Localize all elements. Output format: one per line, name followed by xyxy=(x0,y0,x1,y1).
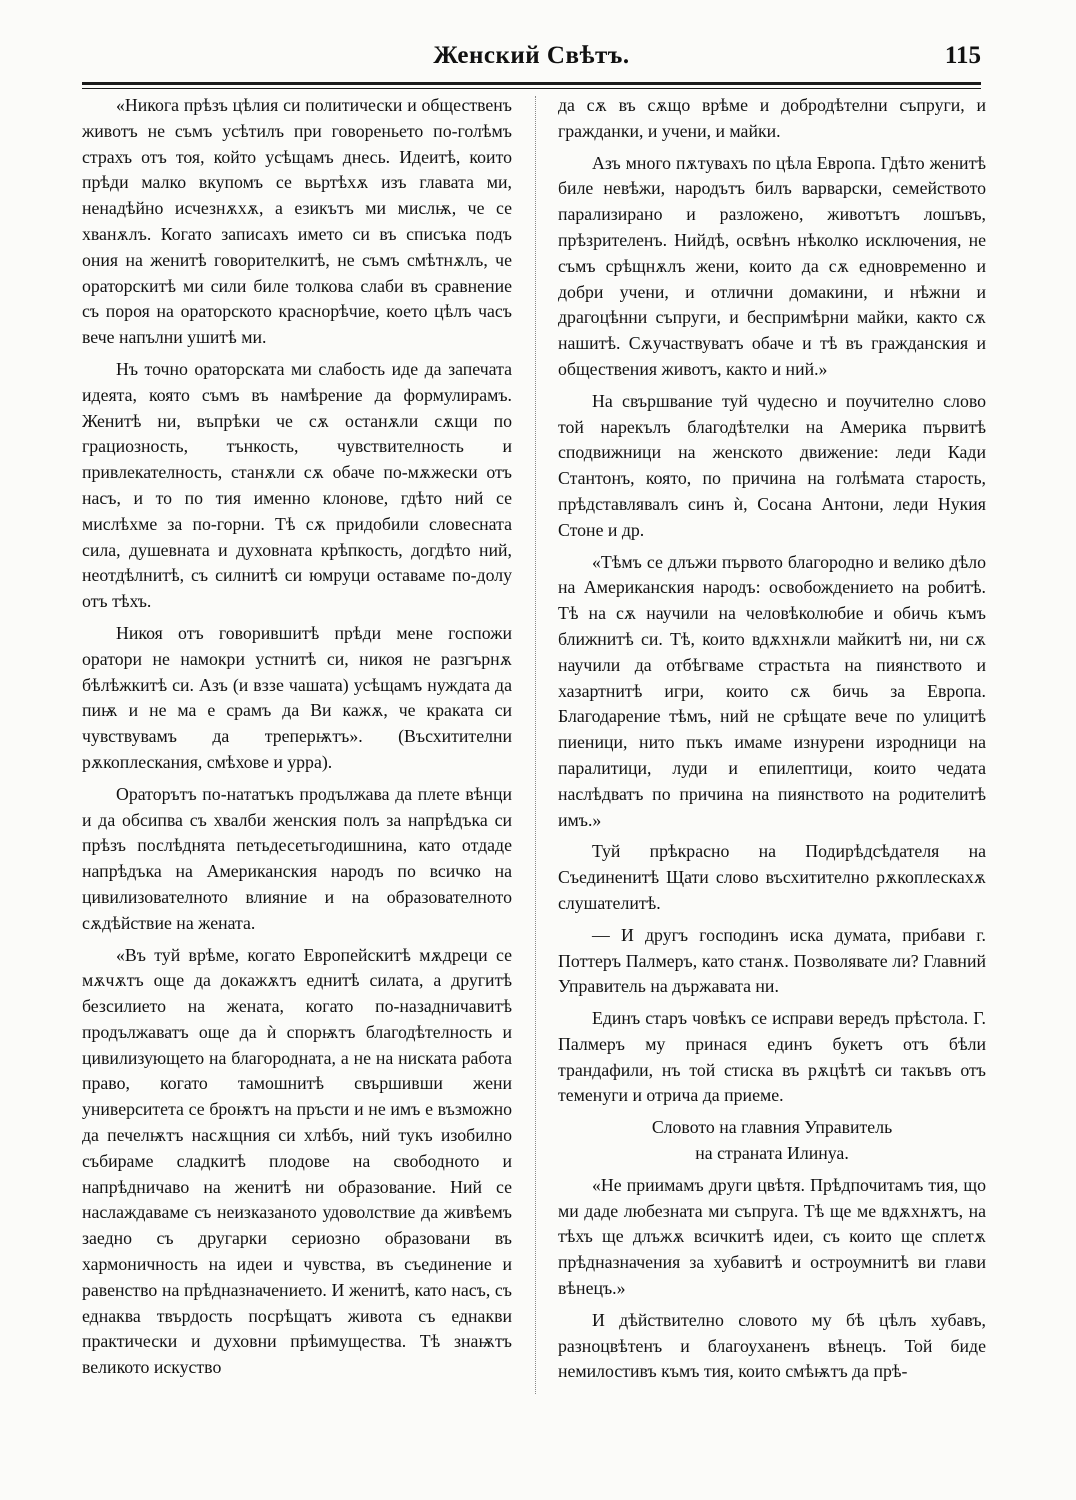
paragraph: На свършвание туй чудесно и поучително слово той нарекълъ благодѣтелки на Америка първитѣ сподвижници на женското движение: леди Кади Стантонъ, която, по причина на голѣмата старость, прѣдставлявалъ синъ ѝ, Сосана Антони, леди Нукия Стоне и др. xyxy=(558,390,986,540)
header-rule-thick xyxy=(82,82,981,85)
paragraph: «Тѣмъ се длъжи първото благородно и велико дѣло на Американския народъ: освобождението на робитѣ. Тѣ на сѫ научили на человѣколюбие и обичь къмъ ближнитѣ си. Тѣ, които вдѫхнѫли майкитѣ ни, ни сѫ научили да отбѣгваме страстьта на пиянството и хазартнитѣ игри, които сѫ бичь за Европа. Благодарение тѣмъ, ний не срѣщате вече по улицитѣ пиеници, нито пъкъ имаме изнурени изродници на паралитици, луди и епилептици, които чедата наслѣдватъ по причина на пиянството на родителитѣ имъ.» xyxy=(558,551,986,830)
paragraph: «Не приимамъ други цвѣтя. Прѣдпочитамъ тия, що ми даде любезната ми съпруга. Тѣ ще ме вдѫхнѫтъ, на тѣхъ ще длъжѫ всичкитѣ идеи, съ които ще сплетѫ прѣдназначения за хубавитѣ и остроумнитѣ ви глави вѣнецъ.» xyxy=(558,1174,986,1299)
paragraph: «Въ туй врѣме, когато Европейскитѣ мѫдреци се мѫчѫтъ още да докажѫтъ еднитѣ силата, а другитѣ безсилието на жената, когато по-назадничавитѣ продължаватъ още да ѝ спорѭтъ благодѣтелность и цивилизующето на благородната, а не на ниската работа право, когато тамошнитѣ свършивши жени университета се броѭтъ на пръсти и не имъ е възможно да печелѭтъ насѫщния си хлѣбъ, ний тукъ изобилно събираме сладкитѣ плодове на свободното и напрѣдничаво на женитѣ ни образование. Ний се наслаждаваме съ неизказаното удоволствие да живѣемъ заедно съ другарки сериозно образовани въ хармоничность на идеи и чувства, въ съединение и равенство на прѣдназначението. И женитѣ, като насъ, съ еднаква твърдость посрѣщатъ живота съ еднакви практически и духовни прѣимущества. Тѣ знаѭтъ великото искуство xyxy=(82,944,512,1378)
paragraph: Ораторътъ по-нататъкъ продължава да плете вѣнци и да обсипва съ хвалби женския полъ за напрѣдъка си прѣзъ послѣднята петьдесетьгодишнина, като отдаде напрѣдъка на Американския народъ по всичко на цивилизователното влияние и на образователното сѫдѣйствие на жената. xyxy=(82,783,512,933)
page-header xyxy=(82,40,981,76)
left-column xyxy=(82,93,512,1387)
header-rule-thin xyxy=(82,88,981,89)
paragraph: Азъ много пѫтувахъ по цѣла Европа. Гдѣто женитѣ биле невѣжи, народътъ билъ варварски, семейството парализирано и разложено, животътъ лошъвъ, прѣзрителенъ. Нийдѣ, освѣнъ нѣколко исключения, не съмъ срѣщнѫлъ жени, които да сѫ едновременно и добри учени, и отлични домакини, и нѣжни и драгоцѣнни съпруги, и беспримѣрни майки, както сѫ нашитѣ. Сѫучаствуватъ обаче и тѣ въ гражданския и обществения животъ, както и ний.» xyxy=(558,152,986,379)
paragraph: «Никога прѣзъ цѣлия си политически и общественъ животъ не съмъ усѣтилъ при говореньето по-голѣмъ страхъ отъ тоя, който усѣщамъ днесь. Идеитѣ, които прѣди малко вкупомъ се вьртѣхѫ изъ главата ми, ненадѣйно исчезнѫхѫ, а езикътъ ми мислѭ, че се хванѫлъ. Когато записахъ името си въ списъка подъ ония на женитѣ говорителкитѣ, не съмъ смѣтнѫлъ, че ораторскитѣ ми сили биле толкова слаби въ сравнение съ пороя на ораторското краснорѣчие, което цѣлъ часъ вече напълни ушитѣ ми. xyxy=(82,95,512,348)
section-heading-line-1: Словото на главния Управитель xyxy=(651,1117,893,1138)
paragraph: Нъ точно ораторската ми слабость иде да запечата идеята, която съмъ въ намѣрение да формулирамъ. Женитѣ ни, въпрѣки че сѫ останѫли сѫщи по грациозность, тънкость, чувствителность и привлекателность, станѫли сѫ обаче по-мѫжески отъ насъ, и то по тия именно клонове, гдѣто ний се мислѣхме за по-горни. Тѣ сѫ придобили словесната сила, душевната и духовната крѣпкость, догдѣто ний, неотдѣлнитѣ, съ силнитѣ си юмруци оставаме по-долу отъ тѣхъ. xyxy=(82,358,512,612)
section-heading-line-2: на страната Илинуа. xyxy=(695,1143,849,1164)
paragraph: Туй прѣкрасно на Подирѣдсѣдателя на Съединенитѣ Щати слово въсхитително рѫкоплескахѫ слушателитѣ. xyxy=(558,841,986,913)
column-divider xyxy=(535,96,536,1394)
paragraph: да сѫ въ сѫщо врѣме и добродѣтелни съпруги, и гражданки, и учени, и майки. xyxy=(558,95,986,141)
running-title: Женский Свѣтъ. xyxy=(433,42,630,69)
page-number: 115 xyxy=(944,42,981,69)
paragraph: И дѣйствително словото му бѣ цѣлъ хубавъ, разноцвѣтенъ и благоуханенъ вѣнецъ. Той биде немилостивъ къмъ тия, които смѣѭтъ да прѣ- xyxy=(558,1309,986,1382)
paragraph: — И другъ господинъ иска думата, прибави г. Поттеръ Палмеръ, като станѫ. Позволявате ли? Главний Управитель на държавата ни. xyxy=(558,924,986,997)
paragraph: Никоя отъ говорившитѣ прѣди мене госпожи оратори не намокри устнитѣ си, никоя не разгърнѫ бѣлѣжкитѣ си. Азъ (и вззе чашата) усѣщамъ нуждата да пиѭ и не ма е срамъ да Ви кажѫ, че краката си чувствувамъ да треперѭтъ». (Въсхитителни рѫкоплескания, смѣхове и урра). xyxy=(82,622,512,772)
right-column xyxy=(558,93,986,1391)
paragraph: Единъ старъ човѣкъ се исправи вередъ прѣстола. Г. Палмеръ му принася единъ букетъ отъ бѣли трандафили, нъ той стиска въ рѫцѣтѣ си такъвъ отъ теменуги и отрича да приеме. xyxy=(558,1008,986,1106)
